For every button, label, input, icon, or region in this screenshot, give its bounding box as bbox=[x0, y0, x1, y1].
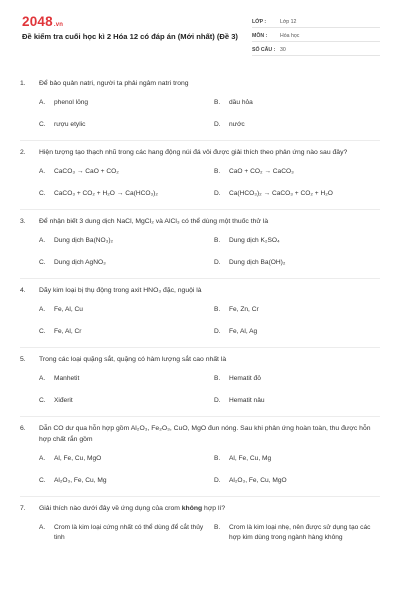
answer-option[interactable] bbox=[214, 167, 389, 177]
answer-option[interactable] bbox=[39, 189, 214, 199]
question-divider bbox=[20, 416, 380, 417]
option-text: Fe, Al, Cu bbox=[54, 306, 83, 313]
question-text-part: Giải thích nào dưới đây về ứng dụng của crom bbox=[39, 505, 182, 512]
question-number: 1. bbox=[20, 80, 26, 87]
option-letter: D. bbox=[214, 477, 221, 484]
option-text: Fe, Zn, Cr bbox=[229, 306, 259, 313]
meta-row-grade bbox=[252, 14, 380, 28]
option-text: rượu etylic bbox=[54, 121, 86, 128]
answer-option[interactable] bbox=[39, 120, 214, 130]
option-letter: D. bbox=[214, 328, 221, 335]
question-text: Trong các loại quặng sắt, quặng có hàm lượng sắt cao nhất là bbox=[39, 356, 227, 363]
logo-tld: .vn bbox=[53, 22, 64, 28]
option-text: Fe, Al, Ag bbox=[229, 328, 258, 335]
answer-option[interactable] bbox=[214, 189, 389, 199]
question-item bbox=[0, 147, 400, 210]
option-letter: A. bbox=[39, 455, 46, 462]
question-divider bbox=[20, 140, 380, 141]
question-divider bbox=[20, 347, 380, 348]
question-stem bbox=[0, 285, 400, 296]
answer-option[interactable] bbox=[39, 167, 214, 177]
site-logo[interactable] bbox=[22, 14, 63, 29]
question-number: 6. bbox=[20, 425, 26, 432]
option-letter: B. bbox=[214, 237, 221, 244]
option-letter: D. bbox=[214, 259, 221, 266]
option-text: Hematit nâu bbox=[229, 397, 265, 404]
question-stem bbox=[0, 354, 400, 365]
meta-panel bbox=[252, 14, 380, 56]
answer-option[interactable] bbox=[39, 327, 214, 337]
answer-option[interactable] bbox=[214, 98, 389, 108]
question-text: Dãy kim loại bị thụ động trong axit HNO₃ đặc, nguội là bbox=[39, 287, 202, 294]
option-letter: B. bbox=[214, 99, 221, 106]
answer-option[interactable] bbox=[214, 454, 389, 464]
option-text: Xiđerit bbox=[54, 397, 73, 404]
question-stem bbox=[0, 78, 400, 89]
answer-option[interactable] bbox=[39, 305, 214, 315]
question-text: Hiện tượng tạo thạch nhũ trong các hang động núi đá vôi được giải thích theo phản ứng nào sau đây? bbox=[39, 149, 348, 156]
option-text: dầu hỏa bbox=[229, 99, 253, 106]
answer-option[interactable] bbox=[214, 258, 389, 268]
question-stem bbox=[0, 147, 400, 158]
option-letter: B. bbox=[214, 375, 221, 382]
meta-label: SỐ CÂU : bbox=[252, 47, 276, 53]
answer-option[interactable] bbox=[39, 396, 214, 406]
option-letter: D. bbox=[214, 121, 221, 128]
answer-options bbox=[0, 98, 400, 130]
option-letter: A. bbox=[39, 375, 46, 382]
option-letter: C. bbox=[39, 477, 46, 484]
question-number: 7. bbox=[20, 505, 26, 512]
answer-options bbox=[0, 374, 400, 406]
question-number: 2. bbox=[20, 149, 26, 156]
answer-option[interactable] bbox=[214, 327, 389, 337]
logo-text: 2048 bbox=[22, 14, 53, 29]
question-item bbox=[0, 78, 400, 141]
option-letter: A. bbox=[39, 99, 46, 106]
question-stem bbox=[0, 503, 400, 514]
question-text-part: hợp lí? bbox=[202, 505, 226, 512]
option-letter: A. bbox=[39, 168, 46, 175]
option-text: Dung dịch K₂SO₄ bbox=[229, 237, 280, 244]
option-letter: B. bbox=[214, 168, 221, 175]
option-letter: D. bbox=[214, 190, 221, 197]
answer-options bbox=[0, 305, 400, 337]
option-text: Manhetit bbox=[54, 375, 80, 382]
question-text bbox=[39, 503, 380, 514]
answer-option[interactable] bbox=[39, 523, 214, 543]
answer-option[interactable] bbox=[39, 476, 214, 486]
meta-row-subject bbox=[252, 28, 380, 42]
option-text: Al, Fe, Cu, Mg bbox=[229, 455, 272, 462]
question-item bbox=[0, 216, 400, 279]
question-stem bbox=[0, 216, 400, 227]
answer-options bbox=[0, 454, 400, 486]
option-letter: C. bbox=[39, 121, 46, 128]
option-text: Fe, Al, Cr bbox=[54, 328, 82, 335]
option-letter: C. bbox=[39, 397, 46, 404]
option-text: CaCO₃ → CaO + CO₂ bbox=[54, 168, 119, 175]
question-item bbox=[0, 503, 400, 543]
option-letter: C. bbox=[39, 328, 46, 335]
document-title: Đề kiểm tra cuối học kì 2 Hóa 12 có đáp án (Mới nhất) (Đề 3) bbox=[22, 32, 238, 41]
answer-option[interactable] bbox=[39, 236, 214, 246]
question-text: Để nhận biết 3 dung dịch NaCl, MgCl₂ và AlCl₃ có thể dùng một thuốc thử là bbox=[39, 218, 269, 225]
question-number: 5. bbox=[20, 356, 26, 363]
meta-label: MÔN : bbox=[252, 33, 268, 39]
option-text: Dung dịch Ba(OH)₂ bbox=[229, 259, 286, 266]
option-text: Hematit đỏ bbox=[229, 375, 261, 382]
answer-option[interactable] bbox=[214, 236, 389, 246]
question-number: 3. bbox=[20, 218, 26, 225]
option-letter: B. bbox=[214, 524, 221, 531]
question-divider bbox=[20, 278, 380, 279]
option-letter: C. bbox=[39, 259, 46, 266]
option-text: Crom là kim loại cứng nhất có thể dùng để cắt thủy tinh bbox=[54, 524, 204, 541]
option-text: Ca(HCO₃)₂ → CaCO₃ + CO₂ + H₂O bbox=[229, 190, 333, 197]
option-letter: B. bbox=[214, 306, 221, 313]
meta-value: 30 bbox=[280, 47, 286, 53]
option-text: Dung dịch Ba(NO₃)₂ bbox=[54, 237, 114, 244]
question-item bbox=[0, 354, 400, 417]
option-letter: A. bbox=[39, 524, 46, 531]
meta-value: Lớp 12 bbox=[280, 19, 297, 25]
answer-options bbox=[0, 167, 400, 199]
option-letter: D. bbox=[214, 397, 221, 404]
answer-option[interactable] bbox=[214, 396, 389, 406]
answer-option[interactable] bbox=[214, 523, 389, 543]
question-divider bbox=[20, 496, 380, 497]
option-letter: A. bbox=[39, 237, 46, 244]
option-text: Crom là kim loại nhẹ, nên được sử dụng tạo các hợp kim dùng trong ngành hàng không bbox=[229, 524, 371, 541]
question-text-emphasis: không bbox=[181, 505, 203, 512]
answer-option[interactable] bbox=[214, 305, 389, 315]
meta-value: Hóa học bbox=[280, 33, 300, 39]
question-number: 4. bbox=[20, 287, 26, 294]
answer-option[interactable] bbox=[39, 454, 214, 464]
option-text: Dung dịch AgNO₃ bbox=[54, 259, 106, 266]
option-text: Al₂O₃, Fe, Cu, MgO bbox=[229, 477, 287, 484]
meta-label: LỚP : bbox=[252, 19, 267, 25]
option-letter: C. bbox=[39, 190, 46, 197]
question-item bbox=[0, 285, 400, 348]
answer-options bbox=[0, 523, 400, 543]
question-text: Dẫn CO dư qua hỗn hợp gồm Al₂O₃, Fe₂O₃, CuO, MgO đun nóng. Sau khi phản ứng hoàn toàn, thu được hỗn hợp chất rắn gồm bbox=[39, 425, 371, 443]
question-text: Để bảo quản natri, người ta phải ngâm natri trong bbox=[39, 80, 189, 87]
option-text: nước bbox=[229, 121, 245, 128]
option-text: Al, Fe, Cu, MgO bbox=[54, 455, 102, 462]
answer-option[interactable] bbox=[39, 258, 214, 268]
question-stem bbox=[0, 423, 400, 445]
answer-option[interactable] bbox=[214, 374, 389, 384]
answer-option[interactable] bbox=[214, 120, 389, 130]
answer-option[interactable] bbox=[39, 98, 214, 108]
meta-row-count bbox=[252, 42, 380, 56]
answer-option[interactable] bbox=[214, 476, 389, 486]
answer-option[interactable] bbox=[39, 374, 214, 384]
option-text: CaCO₃ + CO₂ + H₂O → Ca(HCO₃)₂ bbox=[54, 190, 158, 197]
answer-options bbox=[0, 236, 400, 268]
question-item bbox=[0, 423, 400, 497]
option-text: phenol lỏng bbox=[54, 99, 89, 106]
question-divider bbox=[20, 209, 380, 210]
option-text: Al₂O₃, Fe, Cu, Mg bbox=[54, 477, 107, 484]
option-letter: B. bbox=[214, 455, 221, 462]
option-text: CaO + CO₂ → CaCO₃ bbox=[229, 168, 294, 175]
option-letter: A. bbox=[39, 306, 46, 313]
question-list bbox=[0, 78, 400, 543]
